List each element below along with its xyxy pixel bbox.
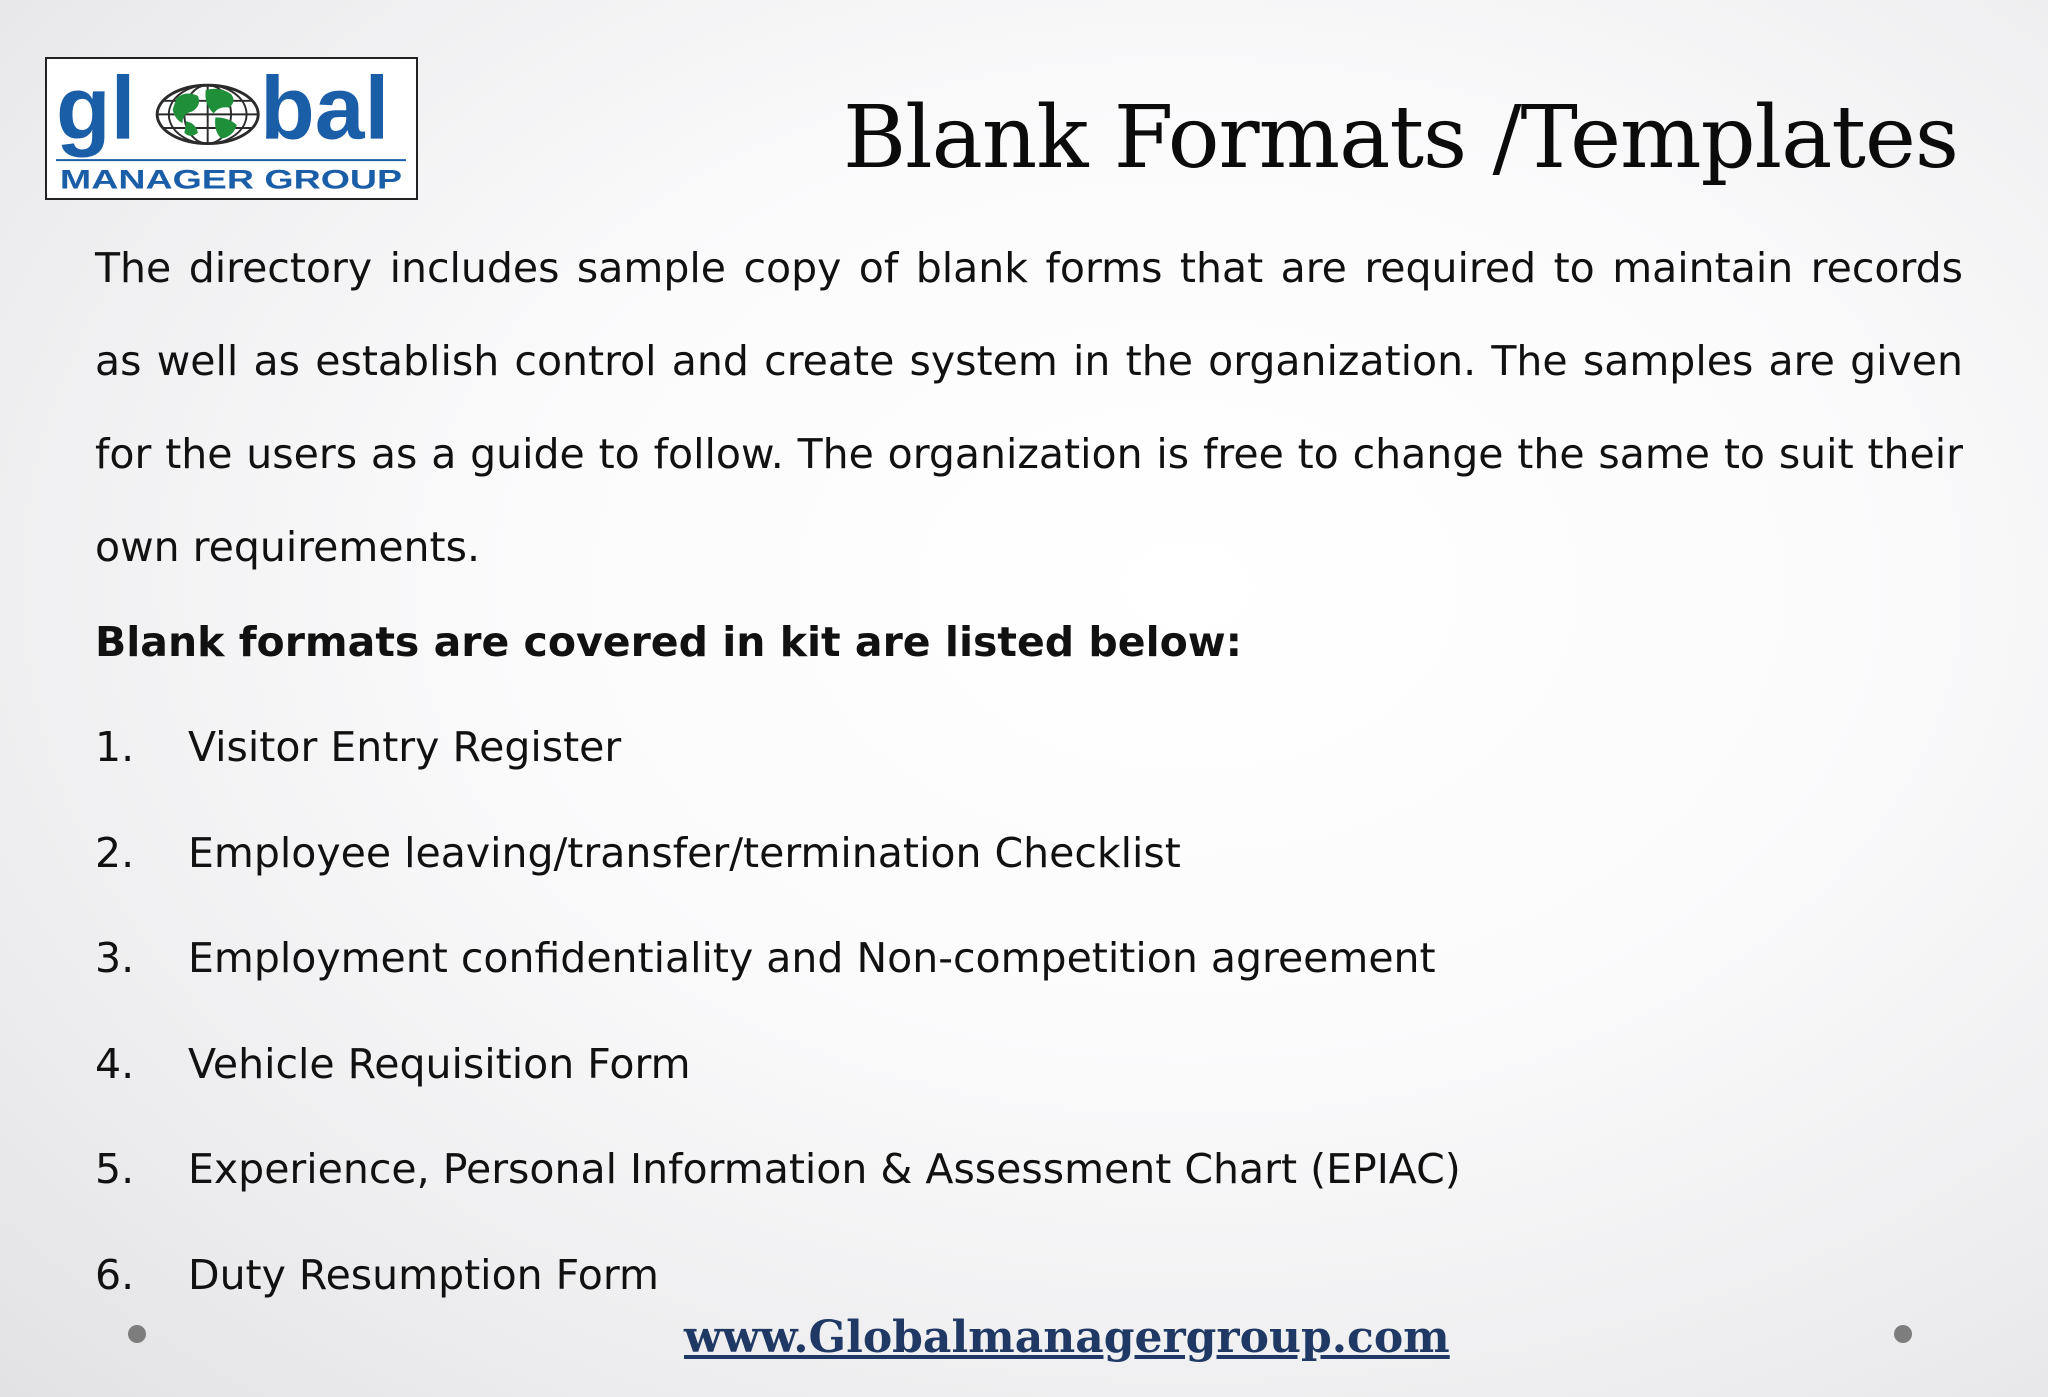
list-item-text: Experience, Personal Information & Assessment Chart (EPIAC)	[188, 1145, 1461, 1193]
list-item	[95, 829, 1461, 935]
decorative-dot-icon	[1894, 1325, 1912, 1343]
logo-word-right: bal	[260, 59, 390, 158]
company-logo	[45, 57, 418, 200]
list-heading: Blank formats are covered in kit are listed below:	[95, 618, 1243, 666]
list-item-text: Employee leaving/transfer/termination Checklist	[188, 828, 1181, 877]
list-item	[95, 934, 1461, 1040]
slide-title: Blank Formats /Templates	[842, 88, 1958, 188]
list-item	[95, 1145, 1461, 1251]
logo-word-left: gl	[56, 59, 136, 158]
logo-tagline: MANAGER GROUP	[59, 163, 403, 195]
list-item-text: Duty Resumption Form	[188, 1250, 659, 1299]
list-number: 4.	[95, 1039, 135, 1088]
globe-icon	[157, 85, 258, 143]
list-number: 5.	[95, 1145, 135, 1193]
website-link[interactable]: www.Globalmanagergroup.com	[684, 1312, 1450, 1363]
intro-paragraph: The directory includes sample copy of blank forms that are required to maintain records as well as establish control and create system in the organization. The samples are given for the users as a guide to follow. The organization is free to change the same to suit their own requirements.	[95, 244, 1963, 571]
global-manager-group-logo	[47, 59, 416, 198]
list-number: 1.	[95, 723, 135, 771]
list-item-text: Visitor Entry Register	[188, 723, 622, 771]
list-item-text: Employment confidentiality and Non-competition agreement	[188, 934, 1436, 982]
list-item-text: Vehicle Requisition Form	[188, 1039, 691, 1088]
list-number: 6.	[95, 1250, 135, 1299]
list-number: 2.	[95, 828, 135, 877]
formats-list	[95, 723, 1461, 1356]
list-item	[95, 1040, 1461, 1146]
decorative-dot-icon	[128, 1325, 146, 1343]
list-item	[95, 723, 1461, 829]
list-number: 3.	[95, 934, 135, 982]
